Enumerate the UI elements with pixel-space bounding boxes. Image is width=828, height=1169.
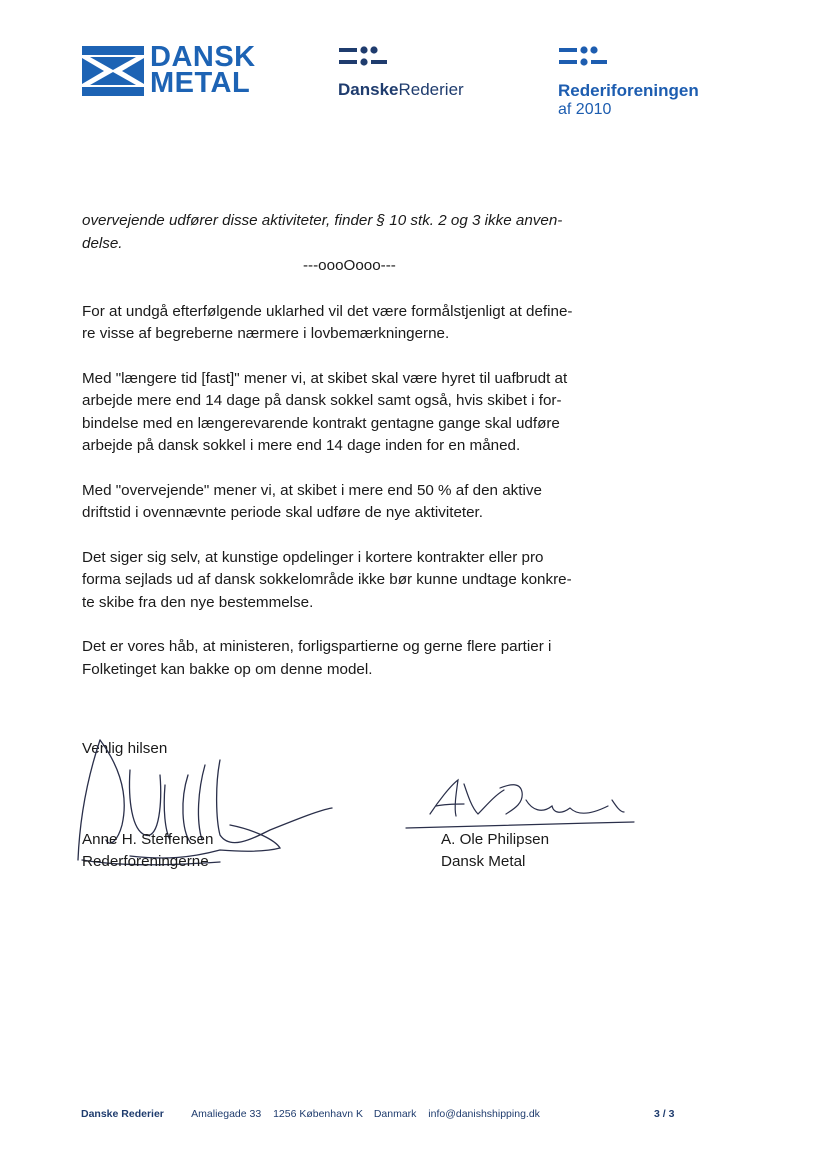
dansk-metal-wordmark: [150, 41, 256, 99]
footer-city: 1256 København K: [273, 1108, 363, 1120]
letter-body: [82, 210, 642, 681]
dansk-metal-emblem-icon: [82, 46, 144, 96]
danske-rederier-regular: Rederier: [398, 80, 464, 99]
rederiforeningen-subtitle: af 2010: [558, 101, 612, 118]
dansk-metal-line1: DANSK: [150, 41, 256, 73]
paragraph-laengere-tid: Med "længere tid [fast]" mener vi, at skibet skal være hyret til uafbrudt at arbejde mere end 14 dage på dansk sokkel samt også, hvis skibet i for- bindelse med en længerevarende kontrakt gentagne gange skal udføre arbejde på dansk sokkel i mere end 14 dage inden for en måned.: [82, 369, 568, 454]
signatory-right-name: A. Ole Philipsen: [441, 831, 550, 848]
danske-rederier-bold: Danske: [338, 80, 399, 99]
letterhead: [0, 0, 828, 130]
greeting: Venlig hilsen: [82, 740, 168, 757]
footer-country: Danmark: [373, 1108, 417, 1120]
footer-street: Amaliegade 33: [191, 1108, 262, 1120]
signatory-left-name: Anne H. Steffensen: [82, 831, 214, 848]
danske-rederier-wordmark: [338, 80, 464, 100]
rederiforeningen-logo: [557, 44, 727, 124]
footer-email[interactable]: info@danishshipping.dk: [428, 1108, 540, 1120]
paragraph-definitions: For at undgå efterfølgende uklarhed vil det være formålstjenligt at define- re visse af begreberne nærmere i lovbemærkningerne.: [82, 302, 573, 342]
danske-rederier-mark-icon: [339, 44, 387, 70]
signature-right-icon: [402, 770, 637, 835]
rederiforeningen-mark-icon: [559, 44, 607, 70]
paragraph-haab: Det er vores håb, at ministeren, forligspartierne og gerne flere partier i Folketinget kan bakke op om denne model.: [82, 638, 552, 678]
continuation-text: overvejende udfører disse aktiviteter, finder § 10 stk. 2 og 3 ikke anven- delse.: [82, 212, 563, 252]
rederiforeningen-title: Rederiforeningen: [558, 81, 699, 100]
paragraph-kunstige-opdelinger: Det siger sig selv, at kunstige opdelinger i kortere kontrakter eller pro forma sejlads ud af dansk sokkelområde ikke bør kunne undtage konkre- te skibe fra den nye bestemmelse.: [82, 548, 572, 611]
dansk-metal-line2: METAL: [150, 67, 251, 99]
paragraph-overvejende: Med "overvejende" mener vi, at skibet i mere end 50 % af den aktive driftstid i ovennævnte periode skal udføre de nye aktiviteter.: [82, 481, 542, 521]
danske-rederier-logo: [338, 44, 488, 104]
footer-page-number: 3 / 3: [654, 1108, 675, 1120]
footer-org: Danske Rederier: [81, 1108, 164, 1120]
separator: ---oooOooo---: [303, 257, 396, 274]
signatory-left-org: Rederforeningerne: [82, 853, 209, 870]
dansk-metal-logo: [82, 41, 256, 99]
signatory-right-org: Dansk Metal: [441, 853, 526, 870]
footer: [81, 1108, 681, 1120]
